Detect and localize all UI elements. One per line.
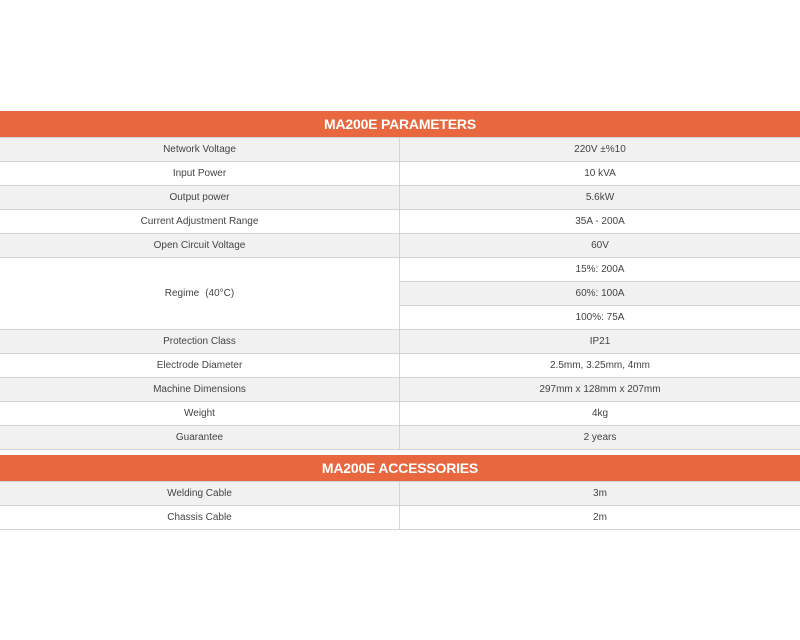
param-label: Weight bbox=[0, 402, 400, 426]
accessories-section bbox=[0, 455, 800, 530]
regime-label: Regime bbox=[164, 288, 200, 299]
parameters-title: MA200E PARAMETERS bbox=[0, 111, 800, 137]
accessories-table bbox=[0, 481, 800, 530]
param-value: 5.6kW bbox=[400, 186, 800, 210]
regime-label-cell bbox=[0, 258, 400, 330]
table-row bbox=[0, 210, 800, 234]
param-value: 2.5mm, 3.25mm, 4mm bbox=[400, 354, 800, 378]
param-value: IP21 bbox=[400, 330, 800, 354]
param-value: 10 kVA bbox=[400, 162, 800, 186]
table-row bbox=[0, 482, 800, 506]
param-value: 297mm x 128mm x 207mm bbox=[400, 378, 800, 402]
param-value: 35A - 200A bbox=[400, 210, 800, 234]
param-label: Guarantee bbox=[0, 426, 400, 450]
param-value: 220V ±%10 bbox=[400, 138, 800, 162]
parameters-table bbox=[0, 137, 800, 450]
table-row bbox=[0, 234, 800, 258]
param-label: Open Circuit Voltage bbox=[0, 234, 400, 258]
regime-temperature: (40°C) bbox=[205, 288, 235, 299]
table-row bbox=[0, 138, 800, 162]
param-label: Input Power bbox=[0, 162, 400, 186]
param-label: Output power bbox=[0, 186, 400, 210]
regime-value: 15%: 200A bbox=[400, 258, 800, 282]
param-label: Protection Class bbox=[0, 330, 400, 354]
table-row bbox=[0, 330, 800, 354]
table-row bbox=[0, 378, 800, 402]
table-row bbox=[0, 162, 800, 186]
param-value: 4kg bbox=[400, 402, 800, 426]
accessories-title: MA200E ACCESSORIES bbox=[0, 455, 800, 481]
accessory-value: 3m bbox=[400, 482, 800, 506]
param-value: 2 years bbox=[400, 426, 800, 450]
param-label: Electrode Diameter bbox=[0, 354, 400, 378]
accessory-label: Welding Cable bbox=[0, 482, 400, 506]
table-row bbox=[0, 258, 800, 282]
table-row bbox=[0, 186, 800, 210]
table-row bbox=[0, 426, 800, 450]
table-row bbox=[0, 402, 800, 426]
parameters-section bbox=[0, 111, 800, 450]
param-label: Current Adjustment Range bbox=[0, 210, 400, 234]
param-value: 60V bbox=[400, 234, 800, 258]
regime-value: 100%: 75A bbox=[400, 306, 800, 330]
regime-value: 60%: 100A bbox=[400, 282, 800, 306]
accessory-value: 2m bbox=[400, 506, 800, 530]
param-label: Network Voltage bbox=[0, 138, 400, 162]
table-row bbox=[0, 506, 800, 530]
table-row bbox=[0, 354, 800, 378]
param-label: Machine Dimensions bbox=[0, 378, 400, 402]
accessory-label: Chassis Cable bbox=[0, 506, 400, 530]
